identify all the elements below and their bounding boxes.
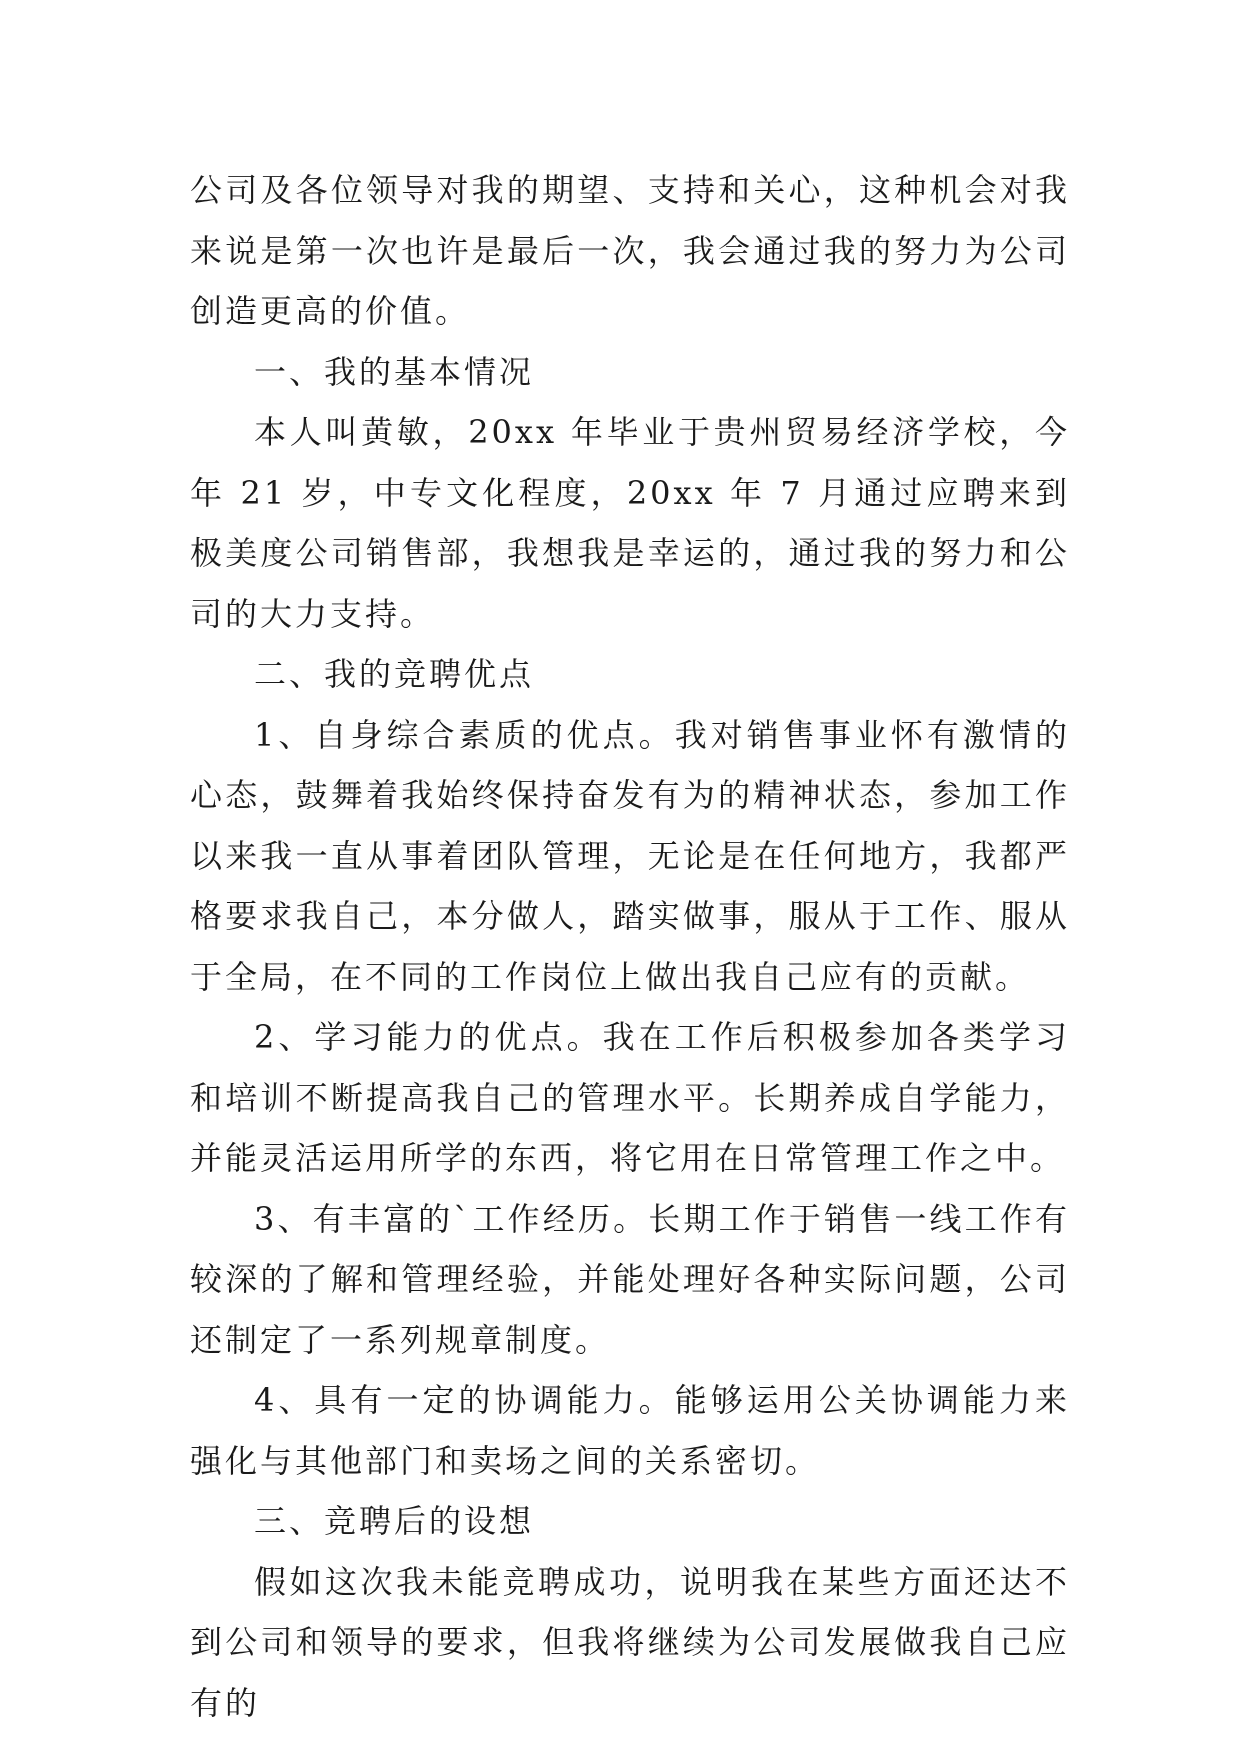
paragraph-intro: 公司及各位领导对我的期望、支持和关心，这种机会对我来说是第一次也许是最后一次，我会通过我的努力为公司创造更高的价值。 xyxy=(190,171,1070,330)
heading-advantages: 二、我的竞聘优点 xyxy=(254,655,535,693)
document-body xyxy=(190,160,1070,1733)
paragraph-advantage-4: 4、具有一定的协调能力。能够运用公关协调能力来强化与其他部门和卖场之间的关系密切。 xyxy=(190,1381,1070,1480)
paragraph-basic-info: 本人叫黄敏，20xx 年毕业于贵州贸易经济学校，今年 21 岁，中专文化程度，20xx 年 7 月通过应聘来到极美度公司销售部，我想我是幸运的，通过我的努力和公司的大力支持。 xyxy=(190,413,1070,633)
paragraph-advantage-1: 1、自身综合素质的优点。我对销售事业怀有激情的心态，鼓舞着我始终保持奋发有为的精神状态，参加工作以来我一直从事着团队管理，无论是在任何地方，我都严格要求我自己，本分做人，踏实做事，服从于工作、服从于全局，在不同的工作岗位上做出我自己应有的贡献。 xyxy=(190,715,1070,996)
heading-plans: 三、竞聘后的设想 xyxy=(254,1502,535,1540)
paragraph-advantage-3: 3、有丰富的`工作经历。长期工作于销售一线工作有较深的了解和管理经验，并能处理好各种实际问题，公司还制定了一系列规章制度。 xyxy=(190,1199,1070,1359)
paragraph-advantage-2: 2、学习能力的优点。我在工作后积极参加各类学习和培训不断提高我自己的管理水平。长期养成自学能力，并能灵活运用所学的东西，将它用在日常管理工作之中。 xyxy=(190,1018,1070,1177)
heading-basic-info: 一、我的基本情况 xyxy=(254,352,535,391)
paragraph-plans: 假如这次我未能竞聘成功，说明我在某些方面还达不到公司和领导的要求，但我将继续为公司发展做我自己应有的 xyxy=(190,1562,1070,1722)
